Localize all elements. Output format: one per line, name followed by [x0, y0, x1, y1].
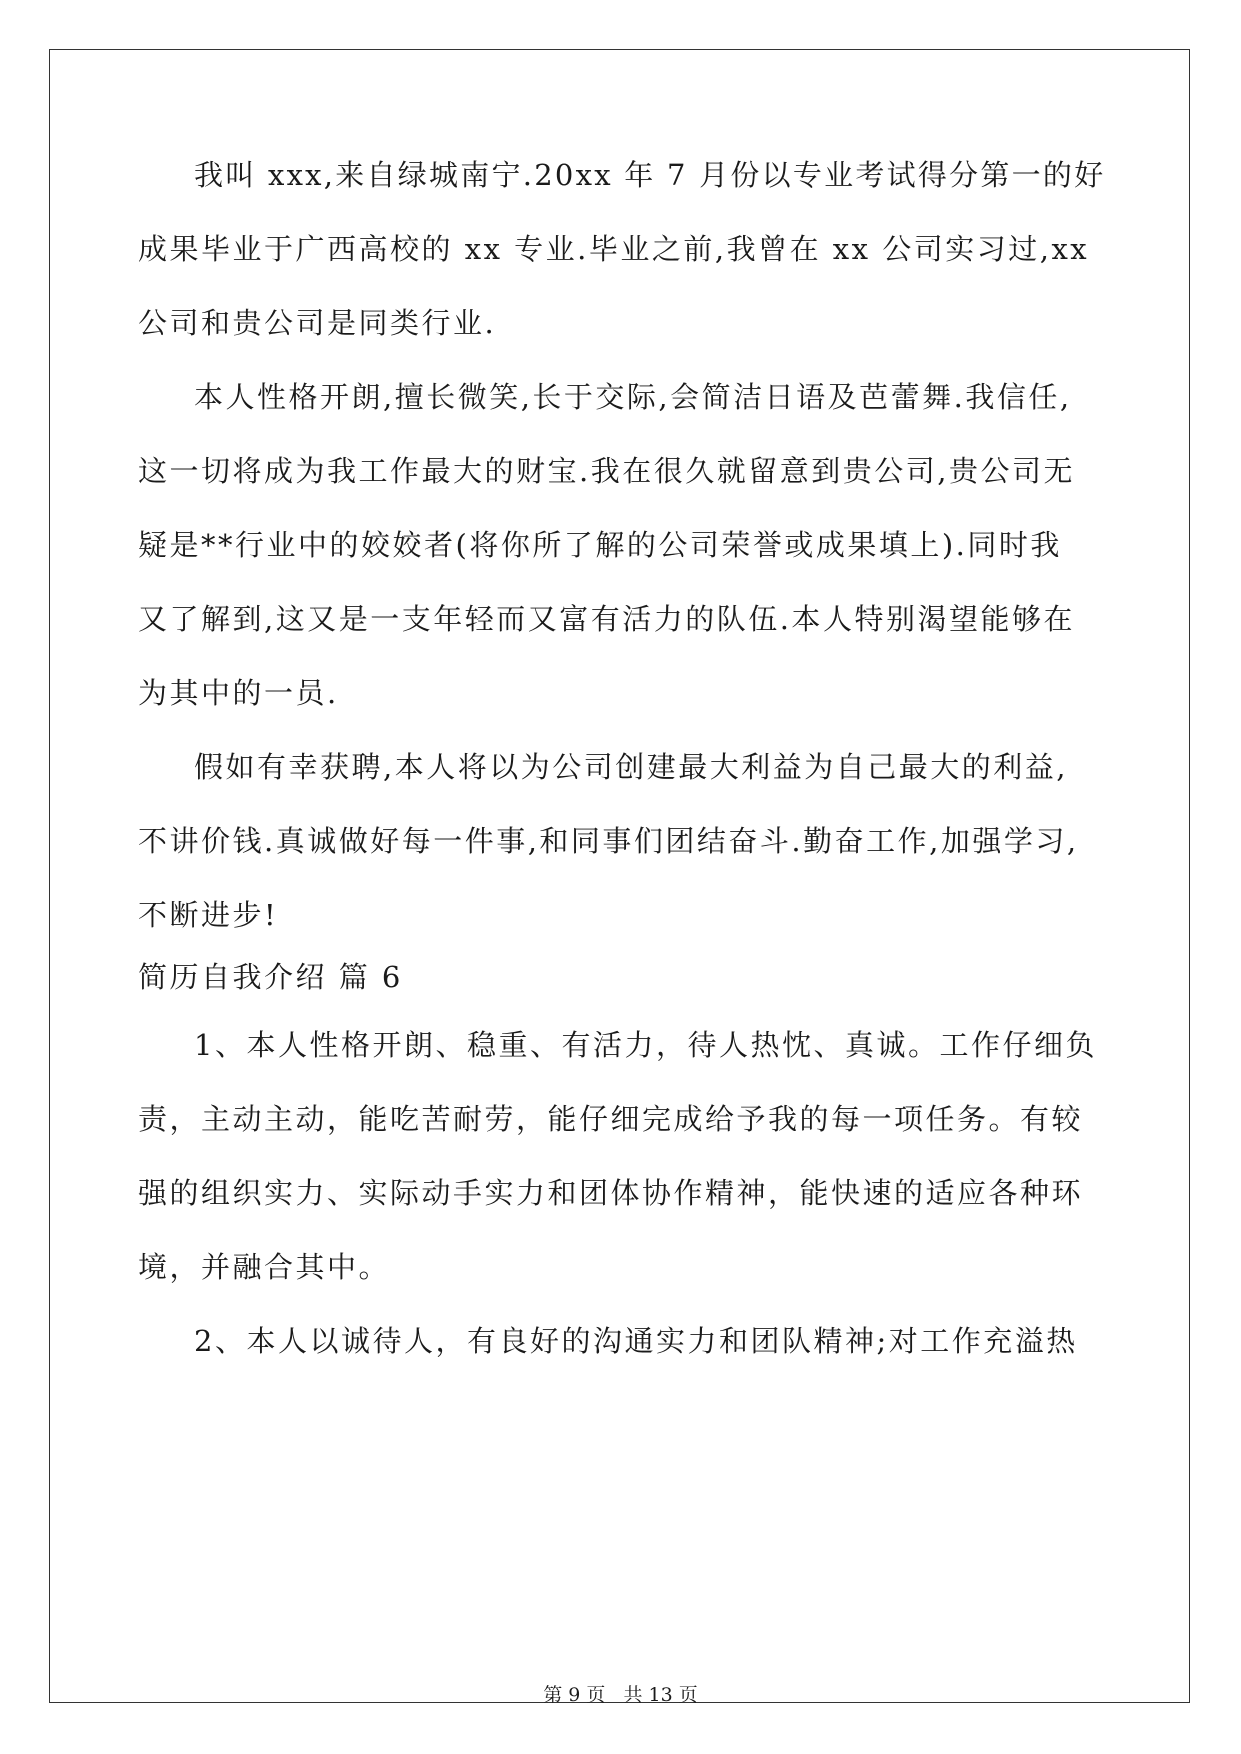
- text-line: 公司和贵公司是同类行业.: [138, 306, 497, 340]
- section-heading: 简历自我介绍 篇 6: [138, 960, 403, 994]
- text-line: 这一切将成为我工作最大的财宝.我在很久就留意到贵公司,贵公司无: [138, 454, 1075, 488]
- text-line: 1、本人性格开朗、稳重、有活力，待人热忱、真诚。工作仔细负: [194, 1028, 1097, 1062]
- page-border: [49, 49, 1190, 1703]
- text-line: 责，主动主动，能吃苦耐劳，能仔细完成给予我的每一项任务。有较: [138, 1102, 1084, 1136]
- text-line: 2、本人以诚待人，有良好的沟通实力和团队精神;对工作充溢热: [194, 1324, 1078, 1358]
- text-line: 本人性格开朗,擅长微笑,长于交际,会简洁日语及芭蕾舞.我信任,: [194, 380, 1072, 414]
- text-line: 为其中的一员.: [138, 676, 339, 710]
- page-footer: [0, 1683, 1241, 1707]
- text-line: 我叫 xxx,来自绿城南宁.20xx 年 7 月份以专业考试得分第一的好: [194, 158, 1106, 192]
- text-line: 境，并融合其中。: [138, 1250, 391, 1284]
- text-line: 疑是**行业中的姣姣者(将你所了解的公司荣誉或成果填上).同时我: [138, 528, 1062, 562]
- text-line: 不讲价钱.真诚做好每一件事,和同事们团结奋斗.勤奋工作,加强学习,: [138, 824, 1079, 858]
- text-line: 成果毕业于广西高校的 xx 专业.毕业之前,我曾在 xx 公司实习过,xx: [138, 232, 1090, 266]
- text-line: 强的组织实力、实际动手实力和团体协作精神，能快速的适应各种环: [138, 1176, 1084, 1210]
- total-page-count: 共 13 页: [623, 1684, 698, 1706]
- text-line: 不断进步!: [138, 898, 279, 932]
- current-page-number: 第 9 页: [543, 1684, 606, 1706]
- text-line: 又了解到,这又是一支年轻而又富有活力的队伍.本人特别渴望能够在: [138, 602, 1075, 636]
- text-line: 假如有幸获聘,本人将以为公司创建最大利益为自己最大的利益,: [194, 750, 1068, 784]
